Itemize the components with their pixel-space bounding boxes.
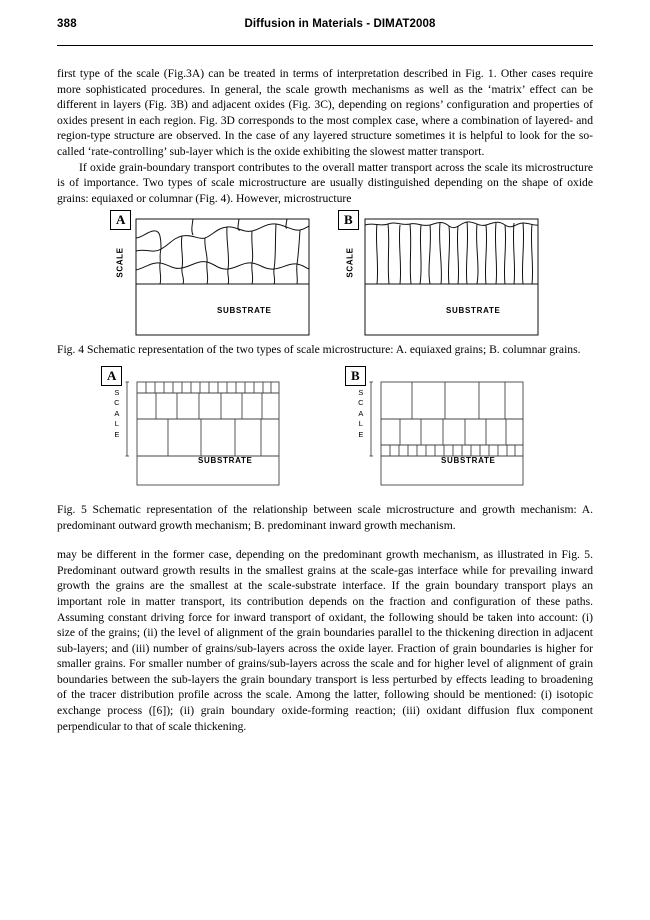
scale-letter: C [358,398,364,408]
scale-letter: C [114,398,120,408]
figure-5 [57,366,593,488]
figure-4-panel-a-substrate-label: SUBSTRATE [217,306,272,316]
figure-5-caption: Fig. 5 Schematic representation of the relationship between scale microstructure and growth mechanism: A. predominant outward growth mechanism; B. predominant inward growth mechanism. [57,502,593,532]
figure-5-panel-b-scale-label [355,388,367,441]
paragraph-growth-mechanism: may be different in the former case, depending on the predominant growth mechanism, as illustrated in Fig. 5. Predominant outward growth results in the smallest grains at the scale-gas interface while for prevailing inward growth the grains are the smallest at the scale-substrate interface. If the grain boundary transport plays an important role in matter transport, its contribution depends on the fraction and configuration of these paths. Assuming constant driving force for inward transport of oxidant, the following should be taken into account: (i) size of the grains; (ii) the level of alignment of the grain boundaries parallel to the thickening direction in adjacent sub-layers; and (iii) number of grains/sub-layers across the oxide layer. Fraction of grain boundaries is higher for smaller grains. For smaller number of grains/sub-layers across the scale and for higher level of alignment of grain boundaries between the sub-layers the grain boundary transport is less perturbed by effects leading to broadening of the tracer distribution profile across the scale. Among the latter, following should be mentioned: (i) isotopic exchange process ([6]); (ii) grain boundary oxide-forming reaction; (iii) oxidant diffusion flux component perpendicular to that of scale thickening. [57,548,593,733]
running-title: Diffusion in Materials - DIMAT2008 [244,18,436,30]
figure-4-panel-a-scale-label: SCALE [115,247,125,278]
figure-4-panel-a-tag: A [110,210,131,230]
scale-letter: L [114,419,120,429]
paragraph-continuation: first type of the scale (Fig.3A) can be treated in terms of interpretation described in Fig. 1. Other cases require more sophisticated procedures. In general, the scale growth mechanisms as well as the ‘matrix’ effect can be different in layers (Fig. 3B) and adjacent oxides (Fig. 3C), depending on regions’ configuration and properties of oxides present in each region. Fig. 3D corresponds to the most complex case, where a combination of layered- and region-type structure are observed. In the case of any layered structure sometimes it is helpful to look for the so-called ‘rate-controlling’ sub-layer which is the oxide exhibiting the slowest matter transport. [57,67,593,158]
figure-4-caption: Fig. 4 Schematic representation of the two types of scale microstructure: A. equiaxed grains; B. columnar grains. [57,343,581,357]
running-head [57,18,593,38]
figure-4-panel-b-substrate-label: SUBSTRATE [446,306,501,316]
scale-letter: A [358,408,364,418]
paragraph-microstructure: If oxide grain-boundary transport contributes to the overall matter transport across the scale its microstructure is of importance. Two types of scale microstructure are usually distinguished depending on the shape of oxide grains: equiaxed or columnar (Fig. 4). However, microstructure [57,160,593,205]
scale-letter: A [114,408,120,418]
figure-4-panel-b-tag: B [338,210,359,230]
header-rule [57,45,593,46]
scale-letter: E [114,429,120,439]
scale-letter: L [358,419,364,429]
figure-4-panel-b-scale-label: SCALE [345,247,355,278]
page-number: 388 [57,18,77,30]
figure-4-panel-b-drawing [364,218,539,336]
page-content [57,18,593,734]
figure-5-panel-a-drawing [125,380,280,486]
figure-4-panel-a-drawing [135,218,310,336]
figure-5-panel-b-substrate-label: SUBSTRATE [441,455,496,465]
figure-4 [57,210,593,336]
figure-5-panel-a-tag: A [101,366,122,386]
figure-5-panel-b-tag: B [345,366,366,386]
scale-letter: S [358,387,364,397]
figure-5-panel-a-scale-label [111,388,123,441]
figure-5-panel-b-drawing [369,380,524,486]
scale-letter: E [358,429,364,439]
scale-letter: S [114,387,120,397]
figure-5-panel-a-substrate-label: SUBSTRATE [198,455,253,465]
